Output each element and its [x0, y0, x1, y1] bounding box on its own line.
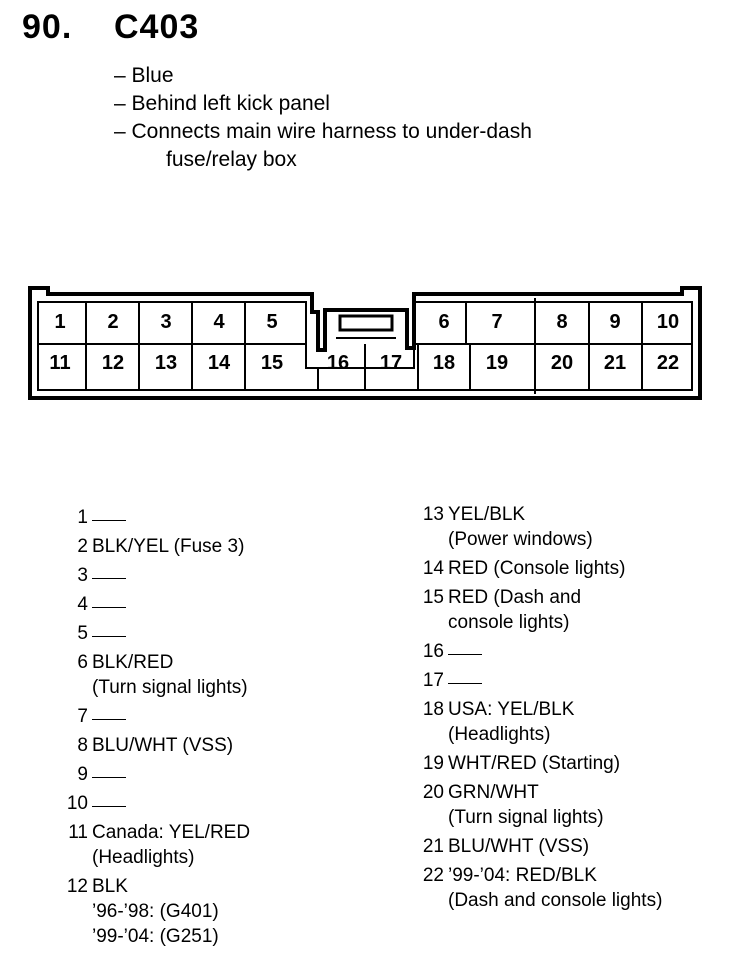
pin-description: ’99-’04: RED/BLK (Dash and console lights) — [448, 865, 663, 911]
pin-description — [92, 791, 126, 816]
pin-description: BLK ’96-’98: (G401) ’99-’04: (G251) — [92, 876, 219, 947]
pin-label-5: 5 — [266, 311, 278, 333]
pin-description: BLK/YEL (Fuse 3) — [92, 536, 245, 557]
pin-description: BLU/WHT (VSS) — [92, 735, 234, 756]
pin-label-6: 6 — [438, 311, 450, 333]
pin-number: 11 — [68, 822, 88, 843]
pin-list-right — [412, 502, 662, 917]
no-wire-dash — [448, 683, 482, 684]
pin-entry-2 — [56, 534, 250, 559]
pin-number: 16 — [422, 641, 444, 662]
pin-entry-10 — [56, 791, 250, 816]
pin-entry-9 — [56, 762, 250, 787]
no-wire-dash — [92, 636, 126, 637]
pin-label-4: 4 — [213, 311, 225, 333]
pin-label-21: 21 — [603, 352, 627, 374]
pin-entry-12 — [56, 874, 250, 949]
connector-name: C403 — [114, 8, 200, 46]
pin-label-13: 13 — [154, 352, 178, 374]
pin-description: BLU/WHT (VSS) — [448, 836, 590, 857]
pin-description: USA: YEL/BLK (Headlights) — [448, 699, 575, 745]
pin-entry-4 — [56, 592, 250, 617]
pin-number: 10 — [66, 793, 88, 814]
note-location: – Behind left kick panel — [114, 92, 330, 115]
pin-label-12: 12 — [101, 352, 125, 374]
pin-label-18: 18 — [432, 352, 456, 374]
pin-entry-13 — [412, 502, 662, 552]
pin-number: 20 — [422, 782, 444, 803]
pin-label-3: 3 — [160, 311, 172, 333]
pin-number: 12 — [66, 876, 88, 897]
pin-description — [92, 704, 126, 729]
pin-description — [92, 505, 126, 530]
pin-entry-3 — [56, 563, 250, 588]
pin-number: 22 — [422, 865, 444, 886]
pin-description — [92, 592, 126, 617]
pin-number: 9 — [77, 764, 88, 785]
pin-entry-20 — [412, 780, 662, 830]
pin-label-16: 16 — [326, 352, 350, 374]
pin-description: Canada: YEL/RED (Headlights) — [92, 822, 251, 868]
pin-number: 1 — [77, 507, 88, 528]
pin-number: 3 — [77, 565, 88, 586]
pin-number: 7 — [77, 706, 88, 727]
pin-description — [92, 762, 126, 787]
pin-label-8: 8 — [556, 311, 568, 333]
pin-description — [448, 639, 482, 664]
pin-label-7: 7 — [491, 311, 503, 333]
no-wire-dash — [448, 654, 482, 655]
no-wire-dash — [92, 578, 126, 579]
pin-number: 8 — [77, 735, 88, 756]
pin-entry-16 — [412, 639, 662, 664]
pin-number: 13 — [422, 504, 444, 525]
connector-face-diagram — [0, 280, 736, 410]
pin-entry-5 — [56, 621, 250, 646]
pin-description: BLK/RED (Turn signal lights) — [92, 652, 248, 698]
pin-label-17: 17 — [379, 352, 403, 374]
pin-entry-22 — [412, 863, 662, 913]
pin-list-left — [56, 505, 250, 953]
pin-description: RED (Console lights) — [448, 558, 626, 579]
note-connects: – Connects main wire harness to under-dash — [114, 120, 532, 143]
pin-entry-1 — [56, 505, 250, 530]
pin-number: 14 — [422, 558, 444, 579]
note-color: – Blue — [114, 64, 174, 87]
note-connects-continued: fuse/relay box — [166, 148, 297, 171]
pin-number: 15 — [422, 587, 444, 608]
pin-number: 4 — [77, 594, 88, 615]
pin-label-22: 22 — [656, 352, 680, 374]
pin-label-10: 10 — [656, 311, 680, 333]
pin-label-19: 19 — [485, 352, 509, 374]
pin-description: WHT/RED (Starting) — [448, 753, 621, 774]
pin-entry-19 — [412, 751, 662, 776]
pin-label-15: 15 — [260, 352, 284, 374]
pin-entry-8 — [56, 733, 250, 758]
pin-entry-6 — [56, 650, 250, 700]
pin-number: 17 — [422, 670, 444, 691]
no-wire-dash — [92, 607, 126, 608]
pin-entry-17 — [412, 668, 662, 693]
pin-description: GRN/WHT (Turn signal lights) — [448, 782, 604, 828]
pin-description — [92, 621, 126, 646]
pin-entry-21 — [412, 834, 662, 859]
no-wire-dash — [92, 719, 126, 720]
pin-entry-18 — [412, 697, 662, 747]
pin-label-20: 20 — [550, 352, 574, 374]
pin-description — [92, 563, 126, 588]
pin-label-9: 9 — [609, 311, 621, 333]
no-wire-dash — [92, 520, 126, 521]
pin-number: 18 — [422, 699, 444, 720]
pin-description — [448, 668, 482, 693]
pin-description: RED (Dash and console lights) — [448, 587, 582, 633]
pin-number: 21 — [422, 836, 444, 857]
pin-number: 5 — [77, 623, 88, 644]
pin-number: 19 — [422, 753, 444, 774]
pin-label-14: 14 — [207, 352, 231, 374]
pin-label-2: 2 — [107, 311, 119, 333]
connector-notes — [114, 62, 532, 174]
pin-label-11: 11 — [49, 352, 71, 374]
pin-number: 6 — [77, 652, 88, 673]
pin-entry-7 — [56, 704, 250, 729]
pin-entry-11 — [56, 820, 250, 870]
no-wire-dash — [92, 777, 126, 778]
pin-number: 2 — [77, 536, 88, 557]
pin-description: YEL/BLK (Power windows) — [448, 504, 593, 550]
connector-number: 90. — [22, 8, 73, 46]
pin-entry-15 — [412, 585, 662, 635]
pin-entry-14 — [412, 556, 662, 581]
no-wire-dash — [92, 806, 126, 807]
pin-label-1: 1 — [54, 311, 66, 333]
